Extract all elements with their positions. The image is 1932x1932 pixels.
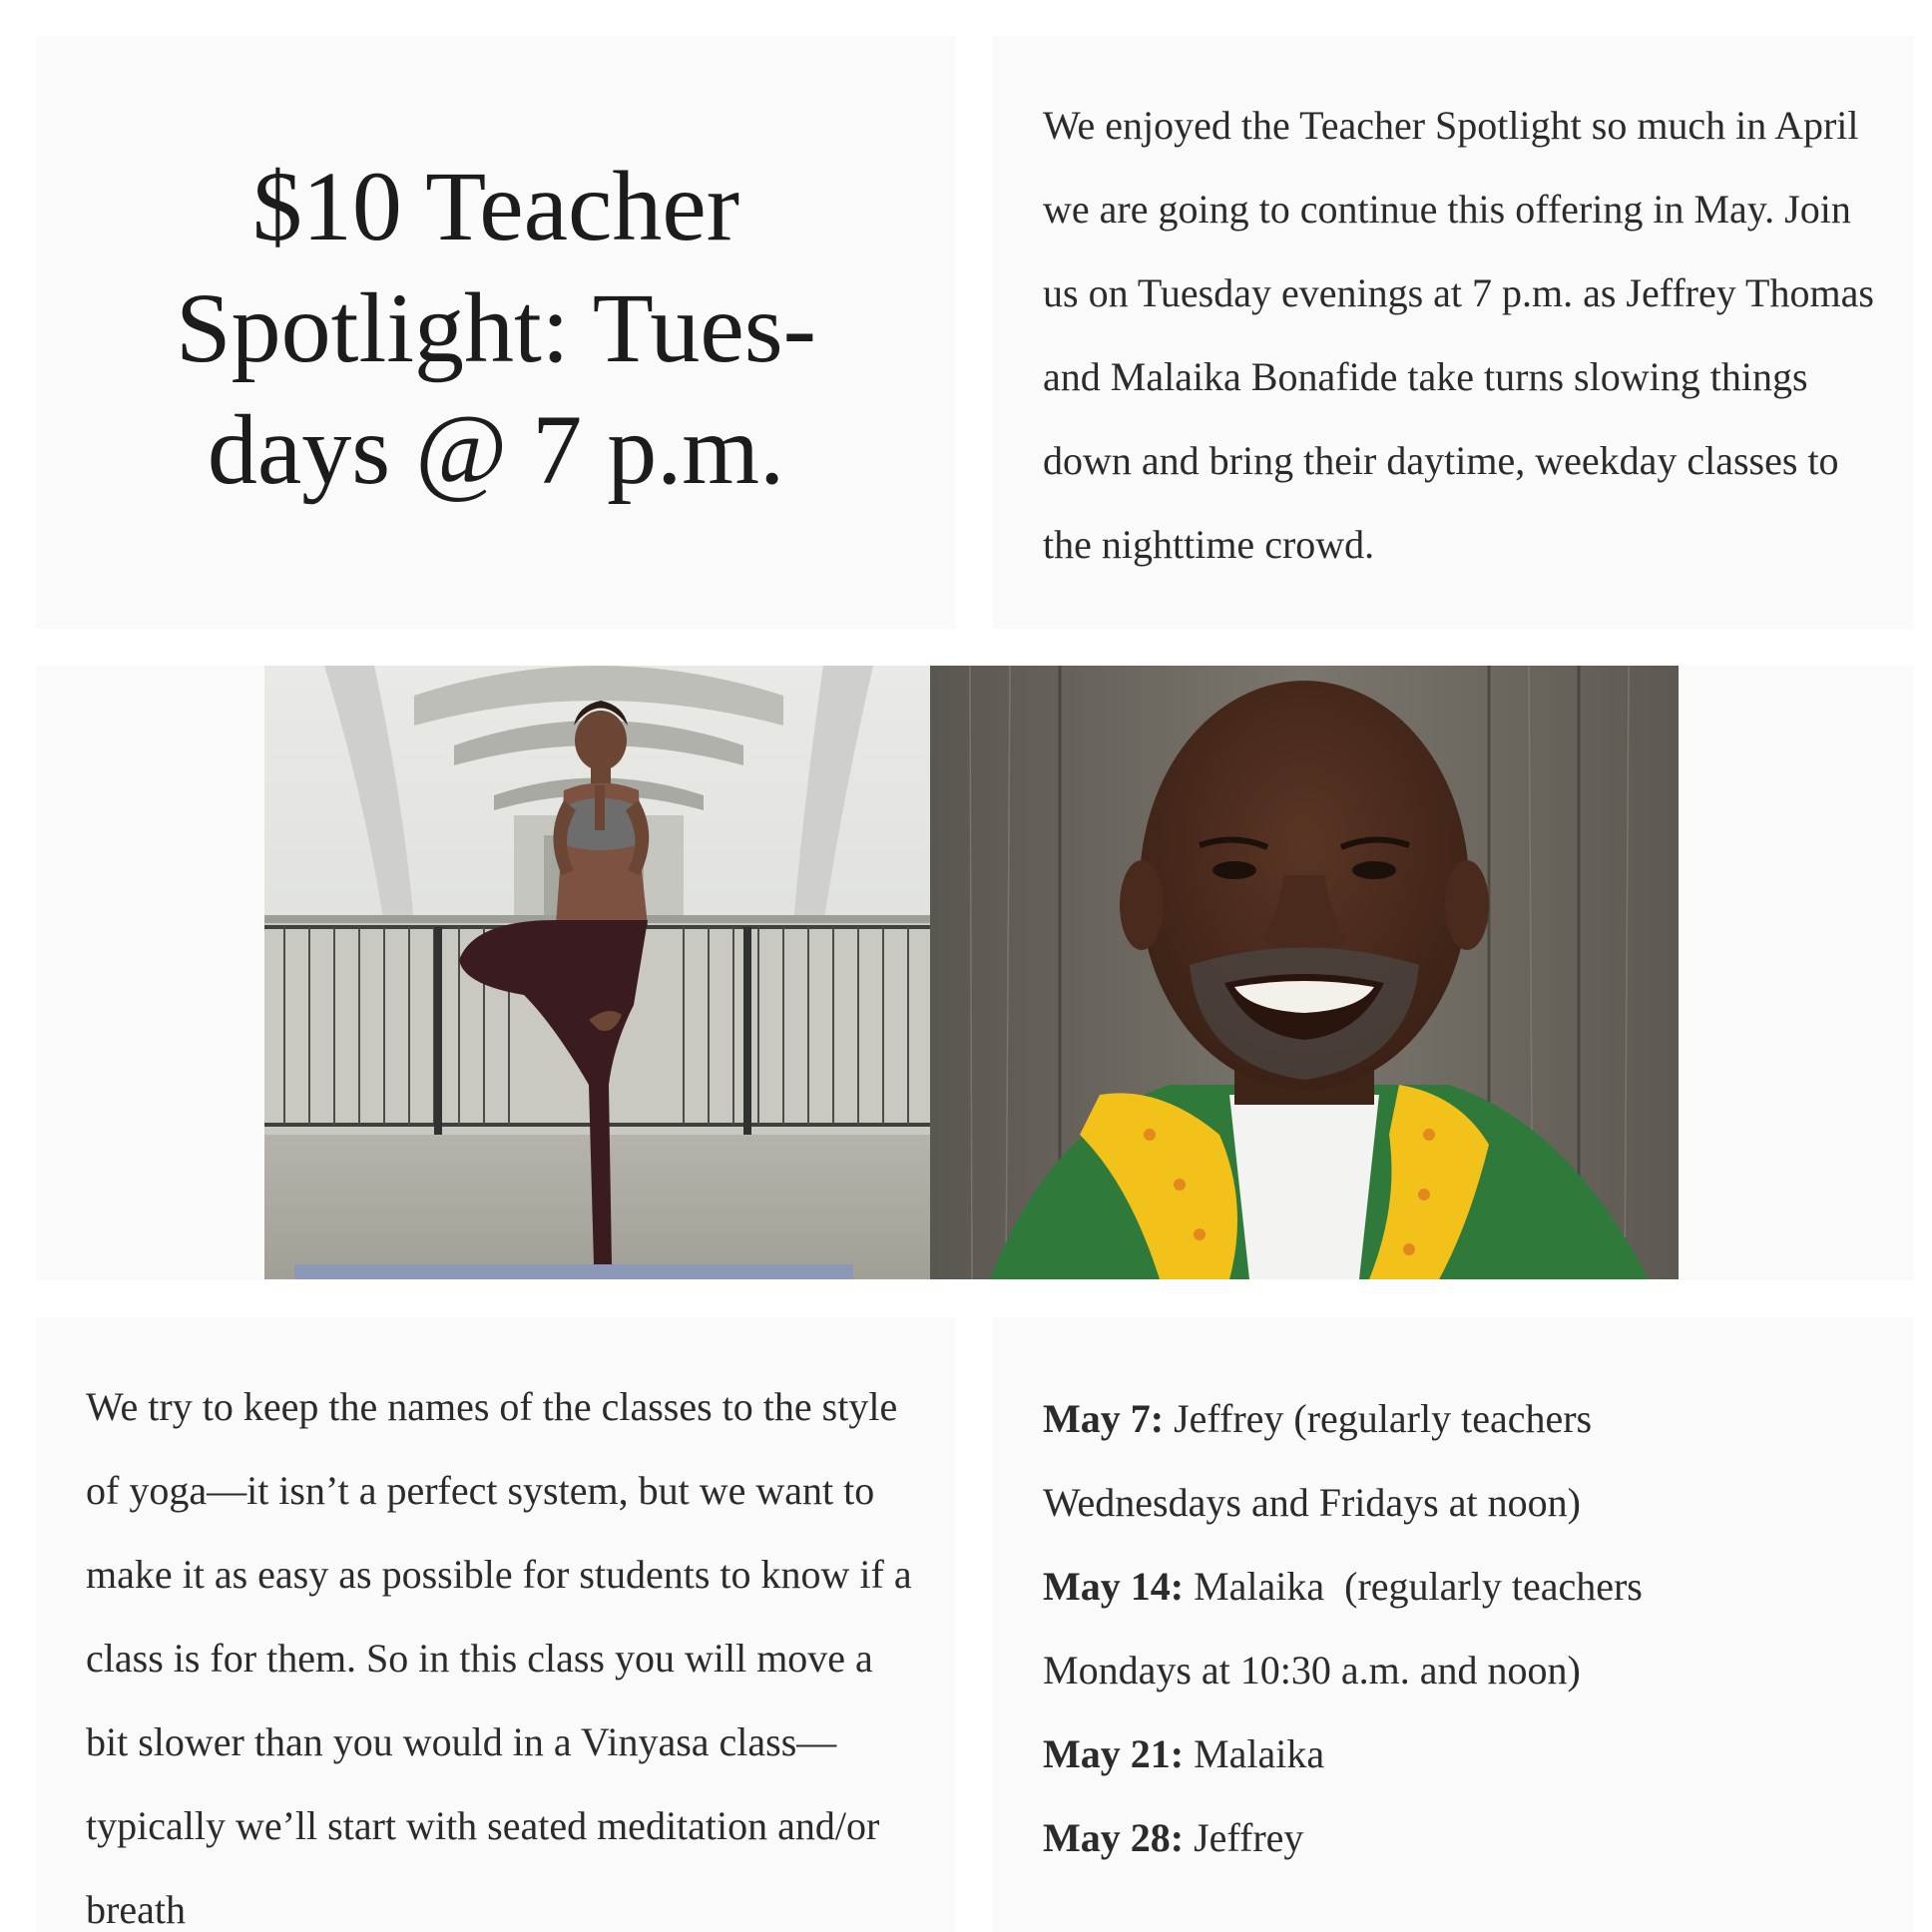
schedule-card — [993, 1317, 1914, 1932]
schedule-item — [1043, 1815, 1303, 1860]
title-line-3: days @ 7 p.m. — [207, 394, 785, 505]
schedule-date: May 21: — [1043, 1731, 1185, 1776]
malaika-tree-pose-photo — [264, 666, 930, 1279]
schedule-date: May 28: — [1043, 1815, 1185, 1860]
schedule-detail-part: Jeffrey (regularly teachers — [1174, 1396, 1593, 1441]
page-title — [117, 146, 875, 511]
jeffrey-portrait-photo — [930, 666, 1679, 1279]
intro-card — [993, 36, 1914, 629]
schedule-item-cont: Mondays at 10:30 a.m. and noon) — [1043, 1648, 1581, 1692]
schedule-list — [1043, 1377, 1874, 1880]
schedule-item-cont: Wednesdays and Fridays at noon) — [1043, 1480, 1581, 1525]
title-line-1: $10 Teacher — [251, 151, 740, 261]
description-card — [36, 1317, 956, 1932]
schedule-detail: Malaika — [1194, 1731, 1325, 1776]
schedule-item — [1043, 1731, 1324, 1776]
schedule-date: May 7: — [1043, 1396, 1165, 1441]
schedule-detail: Jeffrey — [1194, 1815, 1304, 1860]
title-card — [36, 36, 956, 629]
schedule-item — [1043, 1564, 1643, 1609]
description-text: We try to keep the names of the classes to the style of yoga—it isn’t a perfect system, but we want to make it as easy as possible for students to know if a class is for them. So in this class you will move a bit slower than you would in a Vinyasa class—typically we’ll start with seated meditation and/or breath — [86, 1384, 912, 1932]
schedule-item — [1043, 1396, 1592, 1441]
schedule-detail-part: Malaika (regularly teachers — [1194, 1564, 1643, 1609]
schedule-date: May 14: — [1043, 1564, 1185, 1609]
title-line-2: Spotlight: Tues- — [176, 272, 816, 383]
intro-text: We enjoyed the Teacher Spotlight so much in April we are going to continue this offering in May. Join us on Tuesday evenings at 7 p.m. as Jeffrey Thomas and Malaika Bonafide take turns slowing things down and bring their daytime, weekday classes to the nighttime crowd. — [1043, 103, 1874, 567]
